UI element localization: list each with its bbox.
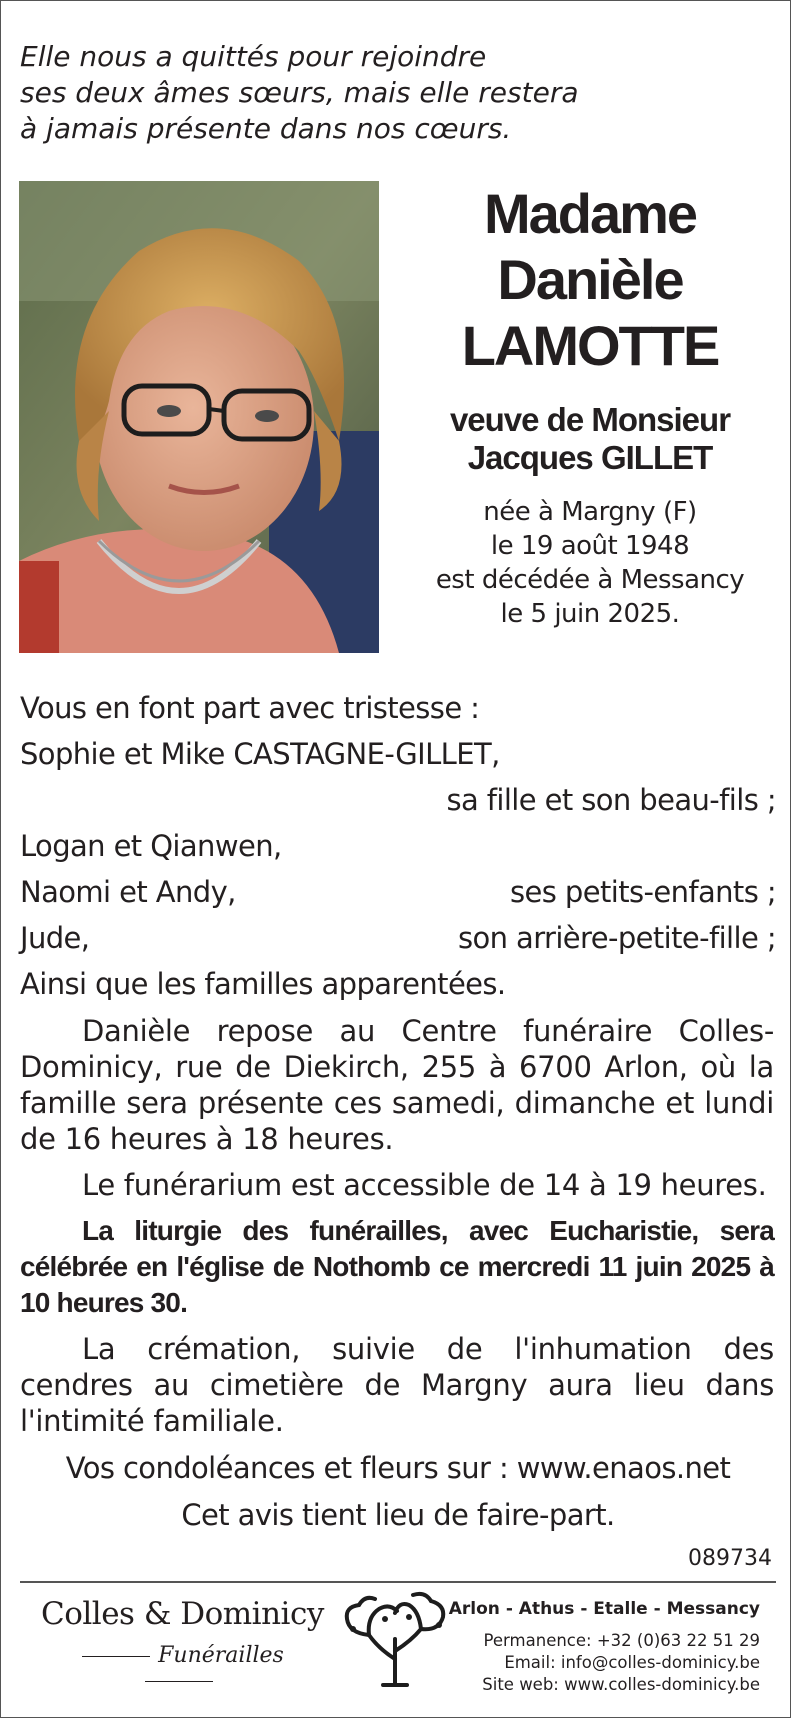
liturgy-paragraph: La liturgie des funérailles, avec Eucharistie, sera célébrée en l'église de Nothomb ce mercredi 11 juin 2025 à 10 heures 30. <box>20 1215 774 1318</box>
family-line <box>20 875 776 909</box>
company-email: Email: info@colles-dominicy.be <box>504 1653 760 1672</box>
company-subtitle <box>41 1643 317 1693</box>
death-place: est décédée à Messancy <box>435 565 745 595</box>
epigraph-line: ses deux âmes sœurs, mais elle restera <box>20 76 579 109</box>
family-relation: son arrière-petite-fille ; <box>457 921 776 955</box>
tree-logo-icon <box>339 1589 451 1689</box>
portrait-photo <box>19 181 379 653</box>
family-line: Logan et Qianwen, <box>20 829 282 863</box>
widow-line-1: veuve de Monsieur <box>449 401 731 438</box>
epigraph-line: Elle nous a quittés pour rejoindre <box>20 40 487 73</box>
condolences-link: Vos condoléances et fleurs sur : www.enaos.net <box>65 1451 731 1485</box>
family-names: Jude, <box>20 921 90 955</box>
birth-place: née à Margny (F) <box>483 497 697 527</box>
repose-paragraph: Danièle repose au Centre funéraire Colles-Dominicy, rue de Diekirch, 255 à 6700 Arlon, où la famille sera présente ces samedi, dimanche et lundi de 16 heures à 18 heures. <box>20 1014 774 1156</box>
family-closing: Ainsi que les familles apparentées. <box>20 967 506 1001</box>
company-phone: Permanence: +32 (0)63 22 51 29 <box>483 1631 760 1650</box>
reference-number: 089734 <box>688 1546 772 1571</box>
widow-line <box>401 401 779 477</box>
epigraph <box>20 39 579 147</box>
widow-line-2: Jacques GILLET <box>467 439 713 476</box>
family-line: Sophie et Mike CASTAGNE-GILLET, <box>20 737 500 771</box>
deceased-last-name: LAMOTTE <box>461 314 719 377</box>
family-intro: Vous en font part avec tristesse : <box>20 691 480 725</box>
notice-text: Cet avis tient lieu de faire-part. <box>181 1498 615 1532</box>
company-logo-name: Colles & Dominicy <box>41 1596 324 1632</box>
birth-date: le 19 août 1948 <box>490 531 690 561</box>
company-locations: Arlon - Athus - Etalle - Messancy <box>448 1599 760 1619</box>
epigraph-line: à jamais présente dans nos cœurs. <box>20 112 512 145</box>
death-date: le 5 juin 2025. <box>500 599 680 629</box>
family-relation: ses petits-enfants ; <box>510 875 776 909</box>
footer-divider <box>20 1581 776 1583</box>
deceased-first-name: Danièle <box>497 248 683 311</box>
cremation-paragraph: La crémation, suivie de l'inhumation des cendres au cimetière de Margny aura lieu dans l'intimité familiale. <box>20 1332 774 1438</box>
deceased-title: Madame <box>483 182 697 245</box>
funerarium-paragraph: Le funérarium est accessible de 14 à 19 heures. <box>82 1168 767 1202</box>
birth-death-info <box>401 495 779 631</box>
deceased-block <box>401 181 779 631</box>
company-website: Site web: www.colles-dominicy.be <box>482 1675 760 1694</box>
family-relation: sa fille et son beau-fils ; <box>446 783 776 817</box>
family-line <box>20 921 776 955</box>
family-names: Naomi et Andy, <box>20 875 236 909</box>
company-subtitle-text: Funérailles <box>158 1643 284 1668</box>
